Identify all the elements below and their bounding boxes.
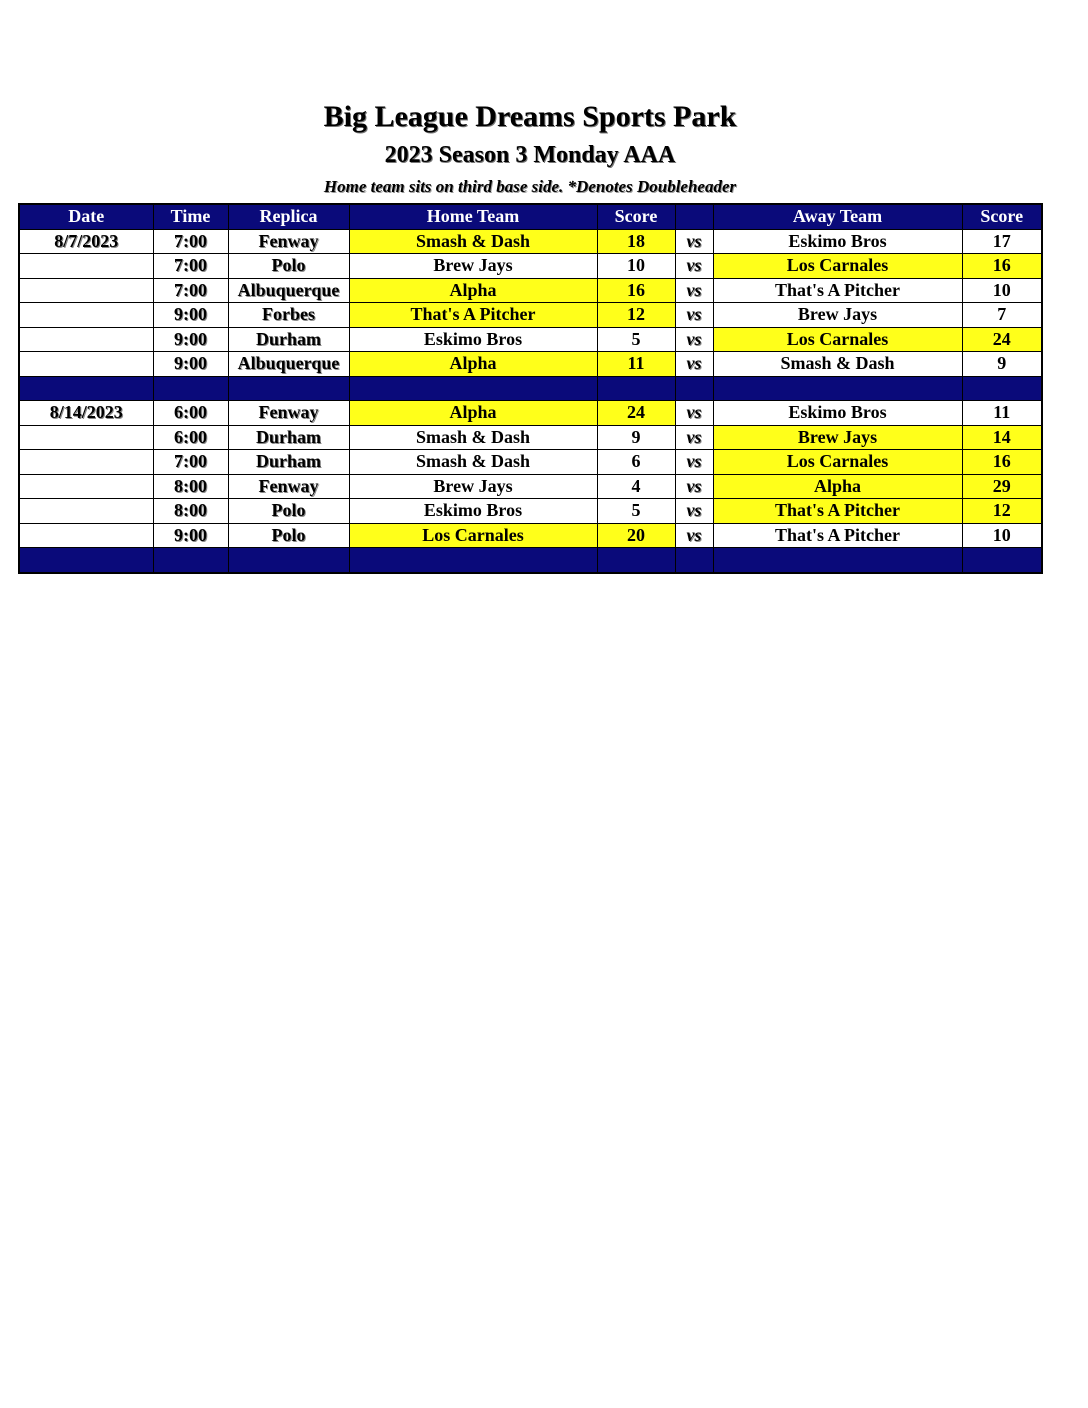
game-time: 6:00 — [153, 401, 228, 426]
game-replica: Durham — [228, 425, 349, 450]
home-score: 24 — [597, 401, 675, 426]
separator-cell — [675, 548, 713, 573]
away-team: Alpha — [713, 474, 962, 499]
home-team: Alpha — [349, 278, 597, 303]
schedule-table — [18, 203, 1043, 574]
home-score: 5 — [597, 499, 675, 524]
game-date — [19, 254, 153, 279]
vs-label: vs — [675, 254, 713, 279]
game-row — [19, 450, 1042, 475]
home-score: 5 — [597, 327, 675, 352]
game-replica: Forbes — [228, 303, 349, 328]
home-score: 20 — [597, 523, 675, 548]
separator-cell — [228, 376, 349, 401]
week-separator-row — [19, 376, 1042, 401]
game-replica: Durham — [228, 327, 349, 352]
vs-label: vs — [675, 401, 713, 426]
away-score: 16 — [962, 254, 1042, 279]
header-vs — [675, 204, 713, 229]
separator-cell — [228, 548, 349, 573]
vs-label: vs — [675, 450, 713, 475]
game-row — [19, 278, 1042, 303]
week-separator-row — [19, 548, 1042, 573]
separator-cell — [19, 548, 153, 573]
home-score: 18 — [597, 229, 675, 254]
game-row — [19, 327, 1042, 352]
away-score: 16 — [962, 450, 1042, 475]
game-row — [19, 352, 1042, 377]
header-home-team: Home Team — [349, 204, 597, 229]
table-header-row — [19, 204, 1042, 229]
away-team: Brew Jays — [713, 303, 962, 328]
game-row — [19, 499, 1042, 524]
game-time: 7:00 — [153, 254, 228, 279]
home-team: Brew Jays — [349, 474, 597, 499]
game-time: 8:00 — [153, 499, 228, 524]
home-score: 11 — [597, 352, 675, 377]
separator-cell — [597, 376, 675, 401]
home-score: 4 — [597, 474, 675, 499]
separator-cell — [153, 376, 228, 401]
header-time: Time — [153, 204, 228, 229]
game-replica: Fenway — [228, 401, 349, 426]
away-team: Los Carnales — [713, 254, 962, 279]
away-score: 10 — [962, 278, 1042, 303]
vs-label: vs — [675, 425, 713, 450]
game-date — [19, 425, 153, 450]
game-row — [19, 425, 1042, 450]
game-replica: Fenway — [228, 474, 349, 499]
game-replica: Polo — [228, 523, 349, 548]
away-score: 29 — [962, 474, 1042, 499]
away-team: Los Carnales — [713, 450, 962, 475]
home-score: 16 — [597, 278, 675, 303]
header-replica: Replica — [228, 204, 349, 229]
game-time: 7:00 — [153, 450, 228, 475]
away-score: 10 — [962, 523, 1042, 548]
home-team: Eskimo Bros — [349, 499, 597, 524]
game-time: 7:00 — [153, 229, 228, 254]
home-score: 12 — [597, 303, 675, 328]
home-team: Brew Jays — [349, 254, 597, 279]
schedule-body — [19, 229, 1042, 573]
separator-cell — [713, 376, 962, 401]
game-time: 6:00 — [153, 425, 228, 450]
separator-cell — [962, 376, 1042, 401]
away-team: That's A Pitcher — [713, 278, 962, 303]
vs-label: vs — [675, 229, 713, 254]
away-score: 14 — [962, 425, 1042, 450]
game-date — [19, 499, 153, 524]
home-score: 6 — [597, 450, 675, 475]
game-time: 9:00 — [153, 327, 228, 352]
away-team: Eskimo Bros — [713, 401, 962, 426]
header-away-team: Away Team — [713, 204, 962, 229]
game-replica: Polo — [228, 254, 349, 279]
home-score: 9 — [597, 425, 675, 450]
vs-label: vs — [675, 352, 713, 377]
game-date — [19, 327, 153, 352]
game-date — [19, 450, 153, 475]
game-row — [19, 229, 1042, 254]
game-time: 8:00 — [153, 474, 228, 499]
away-score: 24 — [962, 327, 1042, 352]
separator-cell — [349, 376, 597, 401]
game-date — [19, 278, 153, 303]
home-team: Alpha — [349, 352, 597, 377]
separator-cell — [675, 376, 713, 401]
game-date: 8/7/2023 — [19, 229, 153, 254]
away-score: 11 — [962, 401, 1042, 426]
home-team: Smash & Dash — [349, 425, 597, 450]
home-team: Eskimo Bros — [349, 327, 597, 352]
vs-label: vs — [675, 278, 713, 303]
away-team: Brew Jays — [713, 425, 962, 450]
vs-label: vs — [675, 303, 713, 328]
away-score: 9 — [962, 352, 1042, 377]
away-score: 7 — [962, 303, 1042, 328]
home-score: 10 — [597, 254, 675, 279]
game-replica: Durham — [228, 450, 349, 475]
schedule-note: Home team sits on third base side. *Denotes Doubleheader — [323, 177, 737, 196]
separator-cell — [597, 548, 675, 573]
vs-label: vs — [675, 474, 713, 499]
separator-cell — [153, 548, 228, 573]
vs-label: vs — [675, 523, 713, 548]
home-team: Los Carnales — [349, 523, 597, 548]
away-team: Eskimo Bros — [713, 229, 962, 254]
game-time: 9:00 — [153, 523, 228, 548]
game-row — [19, 474, 1042, 499]
home-team: That's A Pitcher — [349, 303, 597, 328]
header-home-score: Score — [597, 204, 675, 229]
home-team: Alpha — [349, 401, 597, 426]
vs-label: vs — [675, 499, 713, 524]
game-row — [19, 401, 1042, 426]
game-time: 9:00 — [153, 352, 228, 377]
game-time: 7:00 — [153, 278, 228, 303]
away-score: 12 — [962, 499, 1042, 524]
home-team: Smash & Dash — [349, 229, 597, 254]
game-date — [19, 303, 153, 328]
separator-cell — [713, 548, 962, 573]
game-replica: Albuquerque — [228, 278, 349, 303]
home-team: Smash & Dash — [349, 450, 597, 475]
away-team: Smash & Dash — [713, 352, 962, 377]
game-replica: Albuquerque — [228, 352, 349, 377]
page-subtitle: 2023 Season 3 Monday AAA — [384, 142, 676, 168]
away-team: That's A Pitcher — [713, 499, 962, 524]
game-date — [19, 474, 153, 499]
header-date: Date — [19, 204, 153, 229]
game-row — [19, 303, 1042, 328]
separator-cell — [962, 548, 1042, 573]
game-replica: Fenway — [228, 229, 349, 254]
game-row — [19, 254, 1042, 279]
header-away-score: Score — [962, 204, 1042, 229]
separator-cell — [349, 548, 597, 573]
game-date: 8/14/2023 — [19, 401, 153, 426]
away-team: That's A Pitcher — [713, 523, 962, 548]
game-date — [19, 352, 153, 377]
game-row — [19, 523, 1042, 548]
away-team: Los Carnales — [713, 327, 962, 352]
separator-cell — [19, 376, 153, 401]
game-date — [19, 523, 153, 548]
game-replica: Polo — [228, 499, 349, 524]
game-time: 9:00 — [153, 303, 228, 328]
vs-label: vs — [675, 327, 713, 352]
away-score: 17 — [962, 229, 1042, 254]
page-title: Big League Dreams Sports Park — [323, 100, 737, 133]
